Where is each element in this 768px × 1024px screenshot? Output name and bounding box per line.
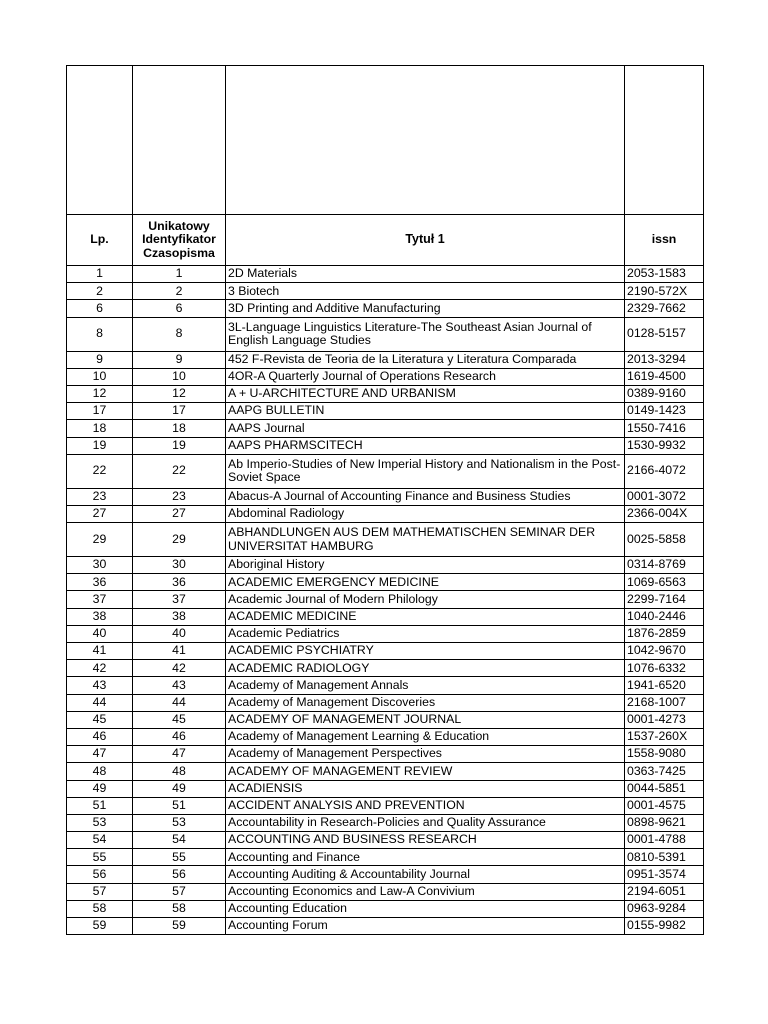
cell-title: Academic Journal of Modern Philology [226, 591, 625, 608]
table-row [67, 523, 704, 557]
cell-title: ABHANDLUNGEN AUS DEM MATHEMATISCHEN SEMINAR DER UNIVERSITAT HAMBURG [226, 523, 625, 557]
table-row [67, 505, 704, 522]
cell-title: Academy of Management Annals [226, 677, 625, 694]
cell-id: 19 [133, 437, 226, 454]
cell-issn: 1042-9670 [625, 643, 704, 660]
cell-id: 37 [133, 591, 226, 608]
cell-title: Academy of Management Perspectives [226, 746, 625, 763]
table-row [67, 746, 704, 763]
cell-lp: 38 [67, 608, 133, 625]
cell-lp: 19 [67, 437, 133, 454]
cell-id: 23 [133, 488, 226, 505]
cell-title: Academy of Management Learning & Education [226, 728, 625, 745]
cell-id: 58 [133, 900, 226, 917]
cell-lp: 55 [67, 849, 133, 866]
cell-id: 6 [133, 300, 226, 317]
cell-issn: 0044-5851 [625, 780, 704, 797]
cell-lp: 30 [67, 557, 133, 574]
cell-issn: 1619-4500 [625, 368, 704, 385]
cell-issn: 0001-3072 [625, 488, 704, 505]
cell-issn: 2013-3294 [625, 351, 704, 368]
header-row [67, 215, 704, 266]
cell-id: 2 [133, 283, 226, 300]
table-row [67, 660, 704, 677]
cell-lp: 37 [67, 591, 133, 608]
cell-title: ACCOUNTING AND BUSINESS RESEARCH [226, 832, 625, 849]
cell-issn: 0389-9160 [625, 385, 704, 402]
cell-title: 3 Biotech [226, 283, 625, 300]
cell-title: Accountability in Research-Policies and Quality Assurance [226, 814, 625, 831]
cell-issn: 1876-2859 [625, 625, 704, 642]
cell-id: 59 [133, 918, 226, 935]
table-row [67, 849, 704, 866]
cell-id: 27 [133, 505, 226, 522]
table-row [67, 900, 704, 917]
cell-id: 36 [133, 574, 226, 591]
cell-issn: 1069-6563 [625, 574, 704, 591]
cell-lp: 46 [67, 728, 133, 745]
cell-title: ACADEMIC RADIOLOGY [226, 660, 625, 677]
table-row [67, 266, 704, 283]
cell-id: 56 [133, 866, 226, 883]
table-row [67, 437, 704, 454]
header-lp: Lp. [67, 215, 133, 266]
cell-id: 17 [133, 403, 226, 420]
table-row [67, 283, 704, 300]
table-row [67, 780, 704, 797]
table-row [67, 883, 704, 900]
table-row [67, 420, 704, 437]
cell-issn: 0025-5858 [625, 523, 704, 557]
cell-lp: 47 [67, 746, 133, 763]
cell-issn: 2329-7662 [625, 300, 704, 317]
cell-lp: 40 [67, 625, 133, 642]
cell-id: 53 [133, 814, 226, 831]
cell-issn: 1550-7416 [625, 420, 704, 437]
cell-lp: 48 [67, 763, 133, 780]
cell-issn: 1040-2446 [625, 608, 704, 625]
cell-title: Accounting Auditing & Accountability Journal [226, 866, 625, 883]
cell-lp: 9 [67, 351, 133, 368]
table-row [67, 797, 704, 814]
cell-id: 57 [133, 883, 226, 900]
table-row [67, 728, 704, 745]
cell-title: ACADEMIC PSYCHIATRY [226, 643, 625, 660]
cell-issn: 2168-1007 [625, 694, 704, 711]
cell-id: 22 [133, 454, 226, 488]
cell-title: Academy of Management Discoveries [226, 694, 625, 711]
cell-title: ACADEMIC EMERGENCY MEDICINE [226, 574, 625, 591]
cell-lp: 6 [67, 300, 133, 317]
cell-issn: 1530-9932 [625, 437, 704, 454]
cell-lp: 2 [67, 283, 133, 300]
cell-issn: 1941-6520 [625, 677, 704, 694]
blank-cell [226, 66, 625, 215]
cell-issn: 0898-9621 [625, 814, 704, 831]
cell-title: Accounting Economics and Law-A Convivium [226, 883, 625, 900]
cell-title: ACADEMY OF MANAGEMENT JOURNAL [226, 711, 625, 728]
cell-title: 452 F-Revista de Teoria de la Literatura y Literatura Comparada [226, 351, 625, 368]
header-issn: issn [625, 215, 704, 266]
cell-id: 45 [133, 711, 226, 728]
cell-id: 12 [133, 385, 226, 402]
cell-lp: 59 [67, 918, 133, 935]
table-body [67, 266, 704, 935]
cell-lp: 53 [67, 814, 133, 831]
header-id: Unikatowy Identyfikator Czasopisma [133, 215, 226, 266]
cell-title: AAPG BULLETIN [226, 403, 625, 420]
cell-lp: 45 [67, 711, 133, 728]
cell-issn: 1076-6332 [625, 660, 704, 677]
cell-lp: 22 [67, 454, 133, 488]
cell-issn: 2053-1583 [625, 266, 704, 283]
cell-issn: 2366-004X [625, 505, 704, 522]
table-row [67, 918, 704, 935]
cell-issn: 2190-572X [625, 283, 704, 300]
cell-lp: 41 [67, 643, 133, 660]
cell-id: 1 [133, 266, 226, 283]
cell-id: 48 [133, 763, 226, 780]
cell-title: 3D Printing and Additive Manufacturing [226, 300, 625, 317]
cell-issn: 0128-5157 [625, 317, 704, 351]
cell-title: Accounting Education [226, 900, 625, 917]
cell-lp: 58 [67, 900, 133, 917]
cell-id: 41 [133, 643, 226, 660]
cell-issn: 0810-5391 [625, 849, 704, 866]
table-row [67, 351, 704, 368]
table-row [67, 608, 704, 625]
cell-title: ACADIENSIS [226, 780, 625, 797]
cell-title: Academic Pediatrics [226, 625, 625, 642]
table-row [67, 385, 704, 402]
table-row [67, 557, 704, 574]
cell-lp: 8 [67, 317, 133, 351]
table-row [67, 591, 704, 608]
cell-title: AAPS PHARMSCITECH [226, 437, 625, 454]
cell-id: 38 [133, 608, 226, 625]
cell-id: 18 [133, 420, 226, 437]
blank-cell [625, 66, 704, 215]
table-row [67, 866, 704, 883]
table-row [67, 814, 704, 831]
cell-issn: 0963-9284 [625, 900, 704, 917]
cell-id: 47 [133, 746, 226, 763]
cell-id: 10 [133, 368, 226, 385]
cell-lp: 36 [67, 574, 133, 591]
header-title: Tytuł 1 [226, 215, 625, 266]
cell-id: 55 [133, 849, 226, 866]
cell-id: 43 [133, 677, 226, 694]
cell-issn: 0951-3574 [625, 866, 704, 883]
cell-title: A + U-ARCHITECTURE AND URBANISM [226, 385, 625, 402]
cell-lp: 54 [67, 832, 133, 849]
blank-cell [67, 66, 133, 215]
cell-id: 9 [133, 351, 226, 368]
cell-id: 44 [133, 694, 226, 711]
cell-issn: 2299-7164 [625, 591, 704, 608]
cell-lp: 23 [67, 488, 133, 505]
cell-lp: 56 [67, 866, 133, 883]
table-row [67, 643, 704, 660]
cell-issn: 0314-8769 [625, 557, 704, 574]
cell-lp: 12 [67, 385, 133, 402]
cell-issn: 2194-6051 [625, 883, 704, 900]
cell-lp: 42 [67, 660, 133, 677]
cell-lp: 27 [67, 505, 133, 522]
cell-issn: 0155-9982 [625, 918, 704, 935]
cell-title: Aboriginal History [226, 557, 625, 574]
cell-title: Accounting and Finance [226, 849, 625, 866]
cell-title: Accounting Forum [226, 918, 625, 935]
cell-title: AAPS Journal [226, 420, 625, 437]
table-row [67, 317, 704, 351]
cell-issn: 1537-260X [625, 728, 704, 745]
table-row [67, 300, 704, 317]
cell-id: 46 [133, 728, 226, 745]
cell-issn: 0001-4788 [625, 832, 704, 849]
cell-id: 42 [133, 660, 226, 677]
cell-lp: 1 [67, 266, 133, 283]
journals-table [66, 65, 704, 935]
cell-issn: 0363-7425 [625, 763, 704, 780]
cell-title: 2D Materials [226, 266, 625, 283]
cell-issn: 1558-9080 [625, 746, 704, 763]
cell-id: 29 [133, 523, 226, 557]
table-row [67, 832, 704, 849]
cell-id: 54 [133, 832, 226, 849]
cell-id: 8 [133, 317, 226, 351]
cell-lp: 10 [67, 368, 133, 385]
cell-title: Ab Imperio-Studies of New Imperial History and Nationalism in the Post-Soviet Space [226, 454, 625, 488]
table-row [67, 488, 704, 505]
table-row [67, 403, 704, 420]
cell-lp: 49 [67, 780, 133, 797]
blank-header-row [67, 66, 704, 215]
cell-issn: 0001-4575 [625, 797, 704, 814]
cell-title: 3L-Language Linguistics Literature-The Southeast Asian Journal of English Language Studies [226, 317, 625, 351]
cell-id: 30 [133, 557, 226, 574]
cell-lp: 51 [67, 797, 133, 814]
cell-lp: 18 [67, 420, 133, 437]
cell-title: ACCIDENT ANALYSIS AND PREVENTION [226, 797, 625, 814]
cell-title: Abacus-A Journal of Accounting Finance and Business Studies [226, 488, 625, 505]
cell-id: 51 [133, 797, 226, 814]
cell-title: ACADEMIC MEDICINE [226, 608, 625, 625]
cell-id: 40 [133, 625, 226, 642]
cell-lp: 29 [67, 523, 133, 557]
cell-lp: 57 [67, 883, 133, 900]
table-row [67, 694, 704, 711]
table-row [67, 368, 704, 385]
cell-lp: 17 [67, 403, 133, 420]
cell-lp: 44 [67, 694, 133, 711]
table-row [67, 574, 704, 591]
cell-issn: 0149-1423 [625, 403, 704, 420]
cell-id: 49 [133, 780, 226, 797]
table-row [67, 625, 704, 642]
cell-issn: 2166-4072 [625, 454, 704, 488]
table-row [67, 454, 704, 488]
cell-lp: 43 [67, 677, 133, 694]
table-row [67, 677, 704, 694]
blank-cell [133, 66, 226, 215]
cell-title: Abdominal Radiology [226, 505, 625, 522]
table-row [67, 763, 704, 780]
table-row [67, 711, 704, 728]
cell-title: 4OR-A Quarterly Journal of Operations Research [226, 368, 625, 385]
cell-issn: 0001-4273 [625, 711, 704, 728]
cell-title: ACADEMY OF MANAGEMENT REVIEW [226, 763, 625, 780]
